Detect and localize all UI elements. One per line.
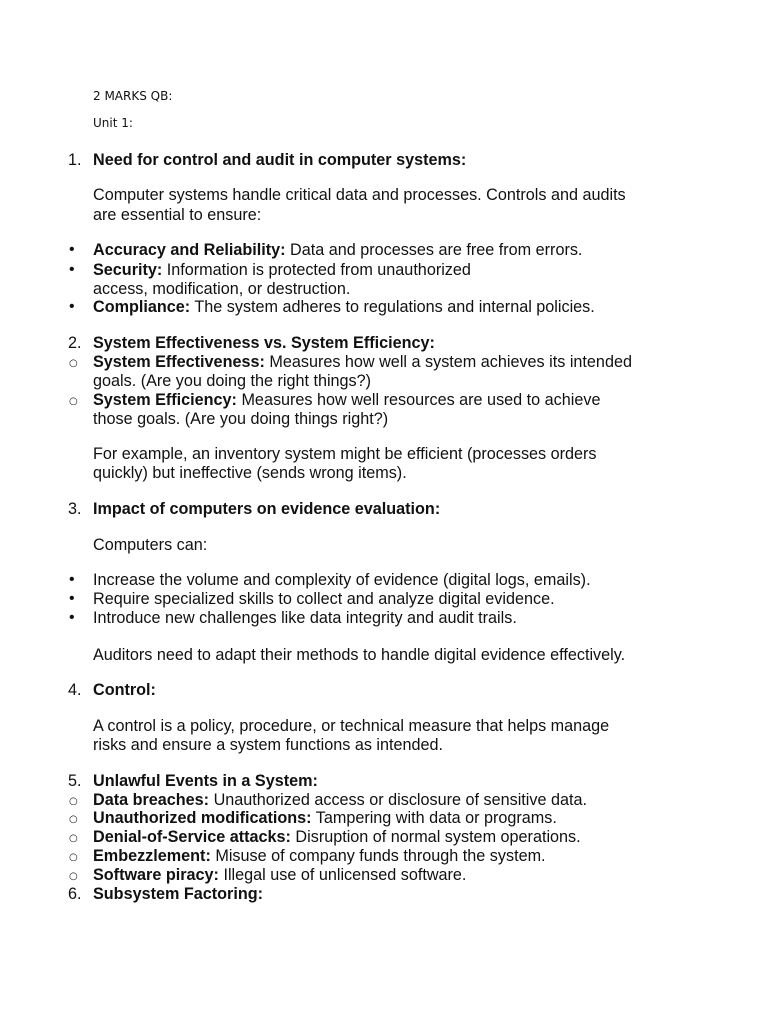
q1-number: 1.: [68, 151, 82, 169]
q3-number: 3.: [68, 500, 82, 518]
q3-heading: Impact of computers on evidence evaluation:: [93, 500, 441, 518]
item-term: Embezzlement:: [93, 847, 211, 865]
q1-bullet-2: [93, 260, 471, 280]
q3-bullet-1: Increase the volume and complexity of evidence (digital logs, emails).: [93, 571, 591, 589]
bullet-term: Compliance:: [93, 298, 191, 316]
circle-marker: ○: [69, 814, 78, 825]
q2-item-1: [93, 352, 632, 372]
item-term: Unauthorized modifications:: [93, 809, 312, 827]
bullet-marker: •: [69, 298, 75, 315]
item-term: Software piracy:: [93, 866, 219, 884]
q3-intro: Computers can:: [93, 536, 208, 554]
bullet-term: Accuracy and Reliability:: [93, 241, 286, 259]
bullet-text: Information is protected from unauthorized: [162, 261, 471, 279]
q5-item-1: [93, 790, 587, 810]
item-text: Illegal use of unlicensed software.: [218, 866, 467, 884]
q2-item-2-continuation: those goals. (Are you doing things right?): [93, 410, 389, 428]
q4-text-line-2: risks and ensure a system functions as intended.: [93, 736, 444, 754]
q4-number: 4.: [68, 681, 82, 699]
item-text: Tampering with data or programs.: [311, 809, 557, 827]
q5-heading: Unlawful Events in a System:: [93, 772, 318, 790]
item-term: Denial-of-Service attacks:: [93, 828, 291, 846]
bullet-marker: •: [69, 571, 75, 588]
item-text: Misuse of company funds through the system.: [210, 847, 546, 865]
q2-example-line-2: quickly) but ineffective (sends wrong items).: [93, 464, 407, 482]
q5-number: 5.: [68, 772, 82, 790]
item-text: Disruption of normal system operations.: [290, 828, 581, 846]
q5-item-5: [93, 865, 466, 885]
q2-number: 2.: [68, 334, 82, 352]
item-term: System Effectiveness:: [93, 353, 265, 371]
circle-marker: ○: [69, 871, 78, 882]
circle-marker: ○: [69, 796, 78, 807]
q3-closing: Auditors need to adapt their methods to handle digital evidence effectively.: [93, 646, 626, 664]
circle-marker: ○: [69, 358, 78, 369]
q1-bullet-2-continuation: access, modification, or destruction.: [93, 280, 351, 298]
q1-intro-line-2: are essential to ensure:: [93, 206, 262, 224]
q3-bullet-2: Require specialized skills to collect and analyze digital evidence.: [93, 590, 555, 608]
bullet-term: Security:: [93, 261, 163, 279]
q1-bullet-1: [93, 240, 582, 260]
q6-number: 6.: [68, 885, 82, 903]
q4-heading: Control:: [93, 681, 156, 699]
q6-heading: Subsystem Factoring:: [93, 885, 264, 903]
bullet-text: Data and processes are free from errors.: [285, 241, 583, 259]
document-title: 2 MARKS QB:: [93, 89, 173, 103]
bullet-text: The system adheres to regulations and internal policies.: [190, 298, 595, 316]
item-term: System Efficiency:: [93, 391, 237, 409]
q1-bullet-3: [93, 297, 595, 317]
unit-label: Unit 1:: [93, 116, 133, 130]
item-text: Unauthorized access or disclosure of sensitive data.: [209, 791, 587, 809]
q2-item-1-continuation: goals. (Are you doing the right things?): [93, 372, 372, 390]
q1-intro-line-1: Computer systems handle critical data and processes. Controls and audits: [93, 186, 626, 204]
q2-example-line-1: For example, an inventory system might be efficient (processes orders: [93, 445, 597, 463]
q1-heading: Need for control and audit in computer systems:: [93, 151, 467, 169]
q5-item-4: [93, 846, 546, 866]
bullet-marker: •: [69, 609, 75, 626]
q5-item-2: [93, 808, 557, 828]
bullet-marker: •: [69, 241, 75, 258]
q3-bullet-3: Introduce new challenges like data integrity and audit trails.: [93, 609, 517, 627]
item-text: Measures how well a system achieves its intended: [264, 353, 632, 371]
circle-marker: ○: [69, 396, 78, 407]
circle-marker: ○: [69, 852, 78, 863]
q5-item-3: [93, 827, 581, 847]
q4-text-line-1: A control is a policy, procedure, or technical measure that helps manage: [93, 717, 610, 735]
circle-marker: ○: [69, 833, 78, 844]
q2-item-2: [93, 390, 600, 410]
item-text: Measures how well resources are used to achieve: [236, 391, 601, 409]
bullet-marker: •: [69, 590, 75, 607]
item-term: Data breaches:: [93, 791, 210, 809]
q2-heading: System Effectiveness vs. System Efficiency:: [93, 334, 435, 352]
bullet-marker: •: [69, 261, 75, 278]
